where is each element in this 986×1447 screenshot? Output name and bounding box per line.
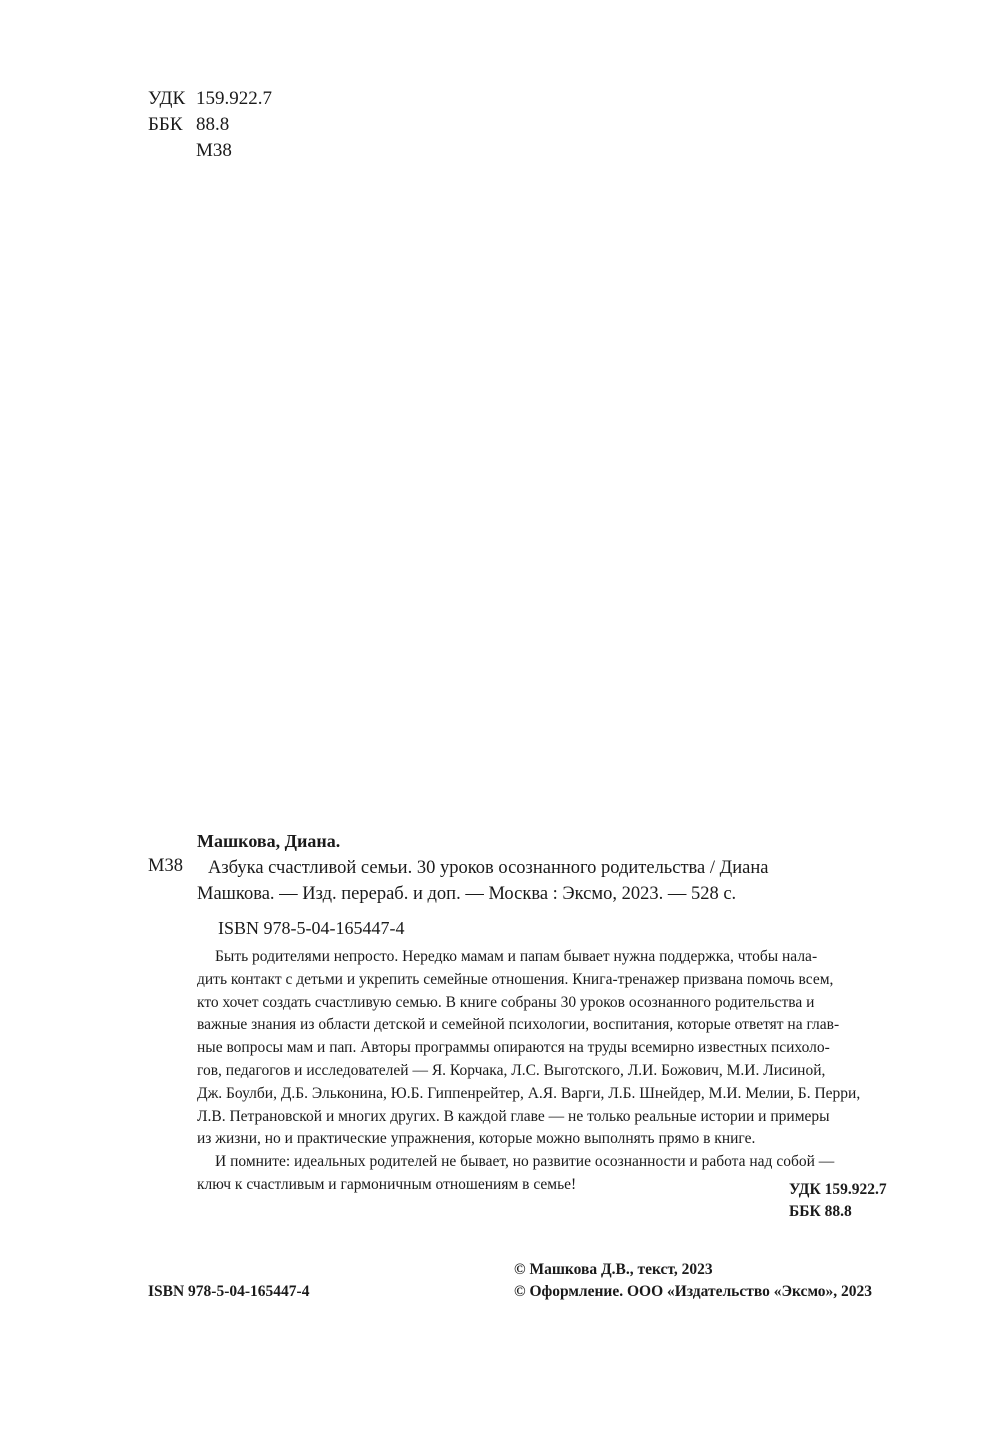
annotation-line: ключ к счастливым и гармоничным отношениям в семье! [197, 1175, 577, 1193]
bbk-value: 88.8 [196, 114, 230, 135]
catalog-author-mark: М38 [148, 856, 183, 876]
footer-isbn: ISBN 978-5-04-165447-4 [148, 1283, 310, 1300]
annotation [197, 946, 897, 1197]
copyright-text: © Машкова Д.В., текст, 2023 [514, 1261, 713, 1278]
annotation-line: дить контакт с детьми и укрепить семейные отношения. Книга-тренажер призвана помочь всем, [197, 970, 834, 988]
catalog-isbn: ISBN 978-5-04-165447-4 [218, 918, 405, 938]
annotation-line: И помните: идеальных родителей не бывает, но развитие осознанности и работа над собой — [215, 1153, 835, 1171]
author-mark-top: М38 [196, 140, 232, 161]
catalog-title-line-1: Азбука счастливой семьи. 30 уроков осознанного родительства / Диана [208, 858, 769, 878]
copyright-design: © Оформление. ООО «Издательство «Эксмо», 2023 [514, 1283, 873, 1300]
annotation-line: кто хочет создать счастливую семью. В книге собраны 30 уроков осознанного родительства и [197, 993, 815, 1011]
annotation-line: Л.В. Петрановской и многих других. В каждой главе — не только реальные истории и примеры [197, 1107, 830, 1125]
annotation-line: из жизни, но и практические упражнения, которые можно выполнять прямо в книге. [197, 1130, 756, 1148]
bbk-label: ББК [148, 114, 183, 135]
card-udk: УДК 159.922.7 [789, 1181, 887, 1198]
annotation-line: Быть родителями непросто. Нередко мамам и папам бывает нужна поддержка, чтобы нала- [215, 948, 818, 965]
annotation-line: Дж. Боулби, Д.Б. Эльконина, Ю.Б. Гиппенрейтер, А.Я. Варги, Л.Б. Шнейдер, М.И. Мелии, Б. Перри, [197, 1084, 861, 1102]
udk-label: УДК [148, 88, 186, 109]
annotation-line: ные вопросы мам и пап. Авторы программы опираются на труды всемирно известных психоло- [197, 1039, 830, 1057]
udk-line [148, 86, 272, 112]
bbk-line [148, 112, 229, 138]
card-bbk: ББК 88.8 [789, 1203, 852, 1220]
annotation-line: важные знания из области детской и семейной психологии, воспитания, которые ответят на глав- [197, 1016, 840, 1034]
annotation-line: гов, педагогов и исследователей — Я. Корчака, Л.С. Выготского, Л.И. Божович, М.И. Лисиной, [197, 1061, 826, 1079]
catalog-author: Машкова, Диана. [197, 831, 341, 851]
udk-value: 159.922.7 [196, 88, 272, 109]
catalog-title-line-2: Машкова. — Изд. перераб. и доп. — Москва : Эксмо, 2023. — 528 с. [197, 884, 737, 904]
